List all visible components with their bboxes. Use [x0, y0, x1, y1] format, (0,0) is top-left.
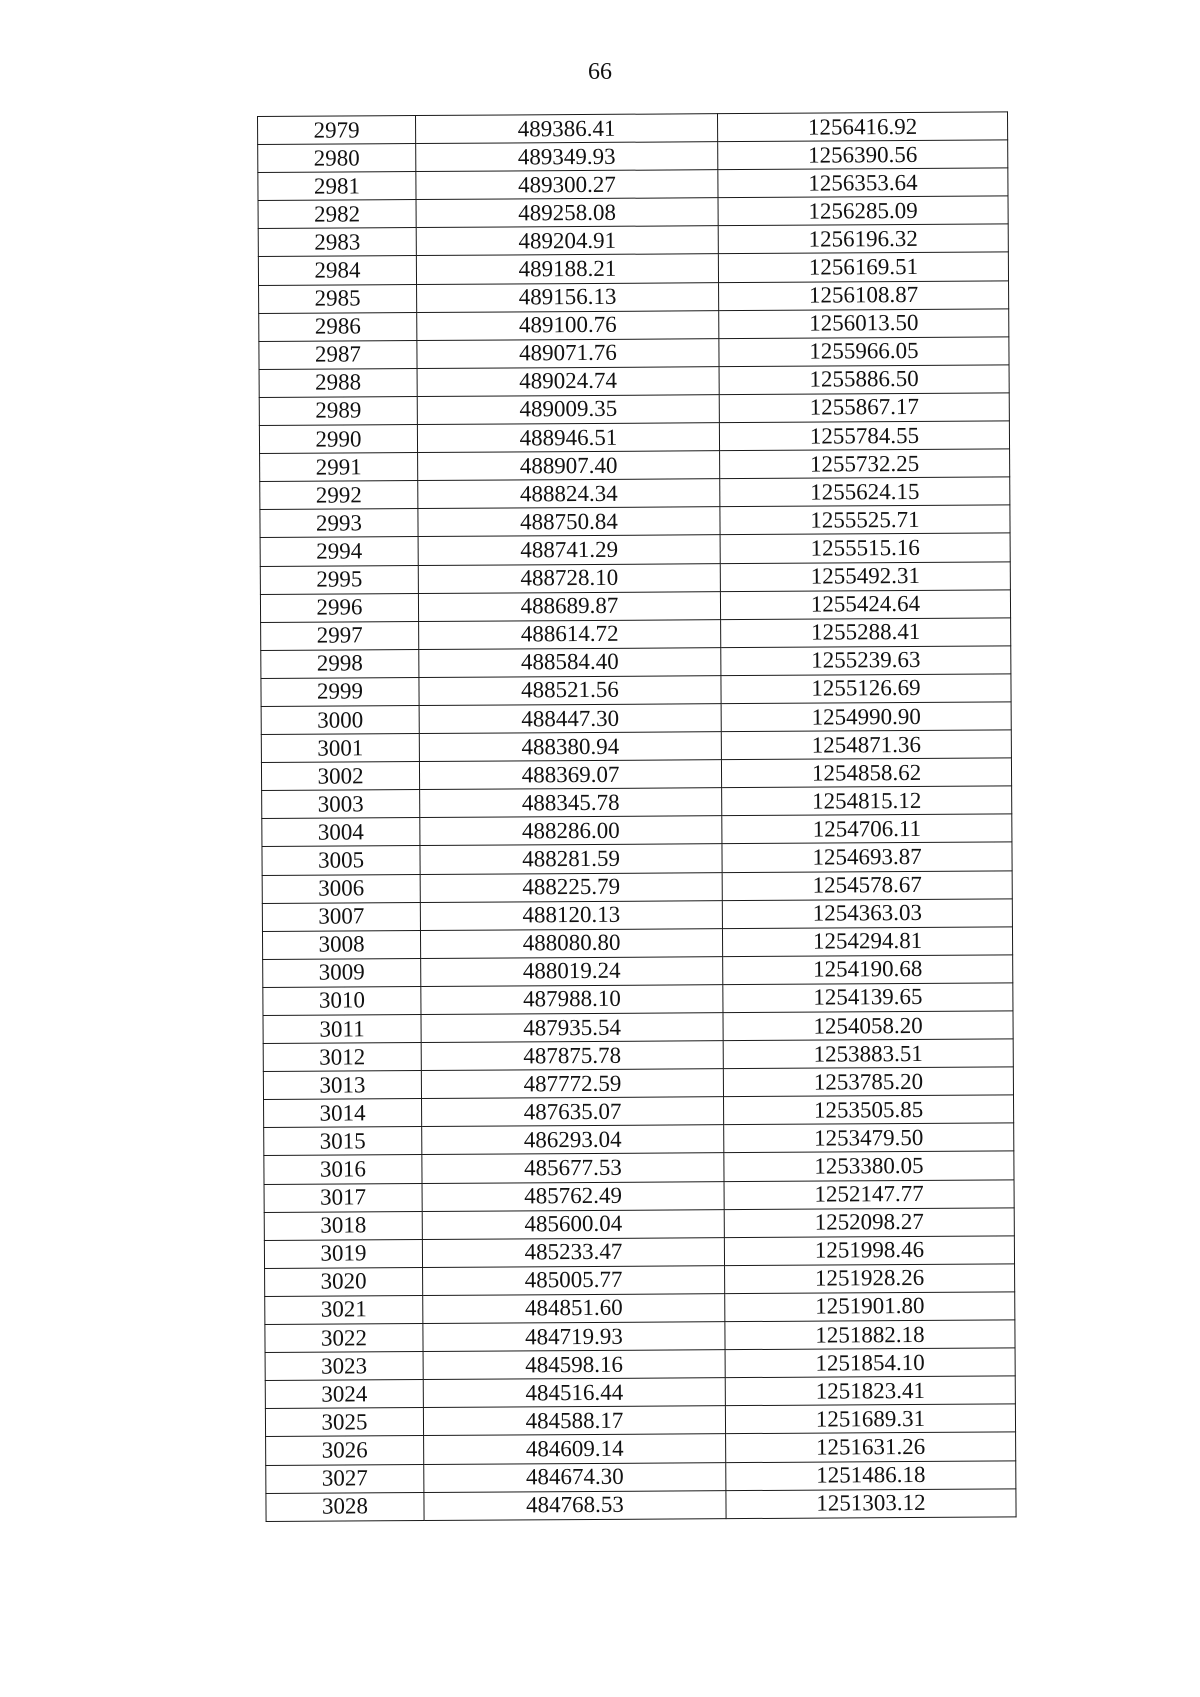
coordinates-table-body	[258, 112, 1017, 1521]
y-coordinate-cell: 1254815.12	[722, 786, 1012, 816]
point-number-cell: 2997	[261, 621, 419, 650]
y-coordinate-cell: 1254858.62	[721, 758, 1011, 788]
point-number-cell: 3012	[263, 1043, 421, 1072]
y-coordinate-cell: 1256285.09	[718, 196, 1008, 226]
point-number-cell: 3018	[264, 1211, 422, 1240]
y-coordinate-cell: 1253479.50	[724, 1123, 1014, 1153]
x-coordinate-cell: 488741.29	[418, 535, 720, 565]
point-number-cell: 3022	[265, 1324, 423, 1353]
x-coordinate-cell: 489188.21	[416, 254, 718, 284]
x-coordinate-cell: 488286.00	[420, 816, 722, 846]
x-coordinate-cell: 488728.10	[418, 563, 720, 593]
x-coordinate-cell: 489349.93	[416, 142, 718, 172]
table-row	[261, 758, 1011, 791]
table-row	[264, 1236, 1014, 1269]
point-number-cell: 3006	[262, 874, 420, 903]
x-coordinate-cell: 484516.44	[423, 1378, 725, 1408]
table-row	[261, 674, 1011, 707]
table-row	[263, 1039, 1013, 1072]
y-coordinate-cell: 1253505.85	[724, 1095, 1014, 1125]
x-coordinate-cell: 485005.77	[423, 1266, 725, 1296]
point-number-cell: 3003	[262, 790, 420, 819]
point-number-cell: 3021	[265, 1295, 423, 1324]
x-coordinate-cell: 488080.80	[420, 928, 722, 958]
point-number-cell: 3005	[262, 846, 420, 875]
x-coordinate-cell: 485677.53	[422, 1153, 724, 1183]
x-coordinate-cell: 489024.74	[417, 367, 719, 397]
point-number-cell: 2988	[259, 368, 417, 397]
table-row	[266, 1460, 1016, 1493]
x-coordinate-cell: 489009.35	[417, 395, 719, 425]
table-row	[259, 309, 1009, 342]
x-coordinate-cell: 488689.87	[418, 591, 720, 621]
x-coordinate-cell: 488281.59	[420, 844, 722, 874]
x-coordinate-cell: 484719.93	[423, 1322, 725, 1352]
point-number-cell: 3024	[265, 1380, 423, 1409]
y-coordinate-cell: 1252098.27	[724, 1208, 1014, 1238]
y-coordinate-cell: 1254363.03	[722, 899, 1012, 929]
table-row	[262, 870, 1012, 903]
point-number-cell: 3008	[262, 930, 420, 959]
point-number-cell: 2999	[261, 677, 419, 706]
point-number-cell: 3027	[266, 1464, 424, 1493]
point-number-cell: 3016	[264, 1155, 422, 1184]
x-coordinate-cell: 488380.94	[419, 732, 721, 762]
x-coordinate-cell: 488369.07	[419, 760, 721, 790]
point-number-cell: 2982	[258, 200, 416, 229]
table-row	[259, 421, 1009, 454]
x-coordinate-cell: 489100.76	[417, 310, 719, 340]
table-row	[262, 786, 1012, 819]
x-coordinate-cell: 488824.34	[418, 479, 720, 509]
table-row	[261, 646, 1011, 679]
table-row	[258, 140, 1008, 173]
table-row	[263, 983, 1013, 1016]
point-number-cell: 3023	[265, 1352, 423, 1381]
y-coordinate-cell: 1256416.92	[717, 112, 1007, 142]
point-number-cell: 2981	[258, 172, 416, 201]
x-coordinate-cell: 489204.91	[416, 226, 718, 256]
y-coordinate-cell: 1256196.32	[718, 224, 1008, 254]
page-number: 66	[588, 59, 612, 85]
x-coordinate-cell: 487772.59	[421, 1069, 723, 1099]
table-row	[264, 1151, 1014, 1184]
y-coordinate-cell: 1255624.15	[720, 477, 1010, 507]
table-row	[259, 393, 1009, 426]
point-number-cell: 3004	[262, 818, 420, 847]
table-row	[260, 533, 1010, 566]
table-row	[258, 224, 1008, 257]
point-number-cell: 2996	[260, 593, 418, 622]
point-number-cell: 3025	[265, 1408, 423, 1437]
y-coordinate-cell: 1255492.31	[720, 561, 1010, 591]
point-number-cell: 3019	[264, 1239, 422, 1268]
x-coordinate-cell: 488225.79	[420, 872, 722, 902]
table-row	[265, 1292, 1015, 1325]
point-number-cell: 3017	[264, 1183, 422, 1212]
table-row	[263, 1011, 1013, 1044]
point-number-cell: 2990	[259, 425, 417, 454]
x-coordinate-cell: 484588.17	[423, 1406, 725, 1436]
y-coordinate-cell: 1251854.10	[725, 1348, 1015, 1378]
x-coordinate-cell: 488019.24	[421, 956, 723, 986]
y-coordinate-cell: 1255126.69	[721, 674, 1011, 704]
table-row	[264, 1123, 1014, 1156]
x-coordinate-cell: 488614.72	[419, 619, 721, 649]
x-coordinate-cell: 487935.54	[421, 1013, 723, 1043]
y-coordinate-cell: 1251998.46	[724, 1236, 1014, 1266]
x-coordinate-cell: 489300.27	[416, 170, 718, 200]
point-number-cell: 2995	[260, 565, 418, 594]
y-coordinate-cell: 1253380.05	[724, 1151, 1014, 1181]
y-coordinate-cell: 1254294.81	[722, 927, 1012, 957]
point-number-cell: 2994	[260, 537, 418, 566]
y-coordinate-cell: 1256108.87	[719, 280, 1009, 310]
point-number-cell: 2998	[261, 649, 419, 678]
table-row	[258, 168, 1008, 201]
table-row	[262, 927, 1012, 960]
y-coordinate-cell: 1255288.41	[721, 618, 1011, 648]
table-row	[266, 1432, 1016, 1465]
y-coordinate-cell: 1254190.68	[723, 955, 1013, 985]
x-coordinate-cell: 484609.14	[424, 1434, 726, 1464]
table-row	[262, 899, 1012, 932]
table-row	[264, 1208, 1014, 1241]
coordinates-table	[257, 111, 1017, 1521]
x-coordinate-cell: 487635.07	[422, 1097, 724, 1127]
x-coordinate-cell: 484674.30	[424, 1462, 726, 1492]
table-row	[258, 112, 1008, 145]
point-number-cell: 3009	[263, 958, 421, 987]
y-coordinate-cell: 1254058.20	[723, 1011, 1013, 1041]
y-coordinate-cell: 1254693.87	[722, 842, 1012, 872]
table-row	[264, 1095, 1014, 1128]
x-coordinate-cell: 489386.41	[416, 114, 718, 144]
table-row	[263, 1067, 1013, 1100]
x-coordinate-cell: 484851.60	[423, 1294, 725, 1324]
table-row	[265, 1320, 1015, 1353]
table-row	[265, 1348, 1015, 1381]
x-coordinate-cell: 484768.53	[424, 1490, 726, 1520]
y-coordinate-cell: 1254706.11	[722, 814, 1012, 844]
y-coordinate-cell: 1251689.31	[725, 1404, 1015, 1434]
x-coordinate-cell: 488120.13	[420, 900, 722, 930]
point-number-cell: 3013	[263, 1071, 421, 1100]
y-coordinate-cell: 1254871.36	[721, 730, 1011, 760]
point-number-cell: 2979	[258, 116, 416, 145]
y-coordinate-cell: 1256353.64	[718, 168, 1008, 198]
point-number-cell: 3011	[263, 1015, 421, 1044]
point-number-cell: 2989	[259, 396, 417, 425]
y-coordinate-cell: 1254578.67	[722, 870, 1012, 900]
table-row	[260, 590, 1010, 623]
table-row	[259, 365, 1009, 398]
y-coordinate-cell: 1255966.05	[719, 337, 1009, 367]
point-number-cell: 3002	[261, 762, 419, 791]
y-coordinate-cell: 1253785.20	[723, 1067, 1013, 1097]
y-coordinate-cell: 1254990.90	[721, 702, 1011, 732]
y-coordinate-cell: 1255515.16	[720, 533, 1010, 563]
table-row	[264, 1179, 1014, 1212]
y-coordinate-cell: 1255784.55	[719, 421, 1009, 451]
x-coordinate-cell: 489156.13	[417, 282, 719, 312]
x-coordinate-cell: 487875.78	[421, 1041, 723, 1071]
x-coordinate-cell: 488946.51	[417, 423, 719, 453]
table-row	[258, 252, 1008, 285]
point-number-cell: 2993	[260, 509, 418, 538]
y-coordinate-cell: 1255867.17	[719, 393, 1009, 423]
point-number-cell: 2984	[258, 256, 416, 285]
point-number-cell: 3007	[262, 902, 420, 931]
y-coordinate-cell: 1251928.26	[725, 1264, 1015, 1294]
point-number-cell: 3028	[266, 1492, 424, 1521]
point-number-cell: 2980	[258, 144, 416, 173]
x-coordinate-cell: 489258.08	[416, 198, 718, 228]
y-coordinate-cell: 1256390.56	[718, 140, 1008, 170]
y-coordinate-cell: 1251631.26	[726, 1432, 1016, 1462]
x-coordinate-cell: 485762.49	[422, 1181, 724, 1211]
table-row	[260, 449, 1010, 482]
table-row	[259, 280, 1009, 313]
table-row	[260, 561, 1010, 594]
x-coordinate-cell: 485600.04	[422, 1209, 724, 1239]
y-coordinate-cell: 1252147.77	[724, 1179, 1014, 1209]
point-number-cell: 3001	[261, 734, 419, 763]
point-number-cell: 2986	[259, 312, 417, 341]
table-row	[260, 505, 1010, 538]
y-coordinate-cell: 1255424.64	[720, 590, 1010, 620]
table-row	[266, 1488, 1016, 1521]
y-coordinate-cell: 1251901.80	[725, 1292, 1015, 1322]
point-number-cell: 2991	[260, 453, 418, 482]
point-number-cell: 2987	[259, 340, 417, 369]
point-number-cell: 3000	[261, 705, 419, 734]
y-coordinate-cell: 1255732.25	[720, 449, 1010, 479]
point-number-cell: 2983	[258, 228, 416, 257]
y-coordinate-cell: 1256169.51	[718, 252, 1008, 282]
y-coordinate-cell: 1251303.12	[726, 1488, 1016, 1518]
table-row	[262, 842, 1012, 875]
x-coordinate-cell: 485233.47	[422, 1237, 724, 1267]
x-coordinate-cell: 488345.78	[420, 788, 722, 818]
table-row	[261, 730, 1011, 763]
point-number-cell: 3015	[264, 1127, 422, 1156]
y-coordinate-cell: 1255239.63	[721, 646, 1011, 676]
x-coordinate-cell: 486293.04	[422, 1125, 724, 1155]
x-coordinate-cell: 487988.10	[421, 985, 723, 1015]
y-coordinate-cell: 1254139.65	[723, 983, 1013, 1013]
x-coordinate-cell: 488907.40	[418, 451, 720, 481]
y-coordinate-cell: 1251823.41	[725, 1376, 1015, 1406]
x-coordinate-cell: 488521.56	[419, 676, 721, 706]
point-number-cell: 3020	[265, 1267, 423, 1296]
y-coordinate-cell: 1255525.71	[720, 505, 1010, 535]
point-number-cell: 2992	[260, 481, 418, 510]
y-coordinate-cell: 1251486.18	[726, 1460, 1016, 1490]
point-number-cell: 3014	[264, 1099, 422, 1128]
table-row	[261, 618, 1011, 651]
y-coordinate-cell: 1251882.18	[725, 1320, 1015, 1350]
y-coordinate-cell: 1253883.51	[723, 1039, 1013, 1069]
point-number-cell: 3010	[263, 986, 421, 1015]
table-row	[259, 337, 1009, 370]
table-row	[265, 1404, 1015, 1437]
table-row	[261, 702, 1011, 735]
x-coordinate-cell: 488750.84	[418, 507, 720, 537]
y-coordinate-cell: 1255886.50	[719, 365, 1009, 395]
x-coordinate-cell: 488447.30	[419, 704, 721, 734]
table-row	[263, 955, 1013, 988]
table-row	[262, 814, 1012, 847]
y-coordinate-cell: 1256013.50	[719, 309, 1009, 339]
table-row	[265, 1264, 1015, 1297]
table-row	[260, 477, 1010, 510]
table-row	[258, 196, 1008, 229]
x-coordinate-cell: 489071.76	[417, 338, 719, 368]
table-row	[265, 1376, 1015, 1409]
point-number-cell: 3026	[266, 1436, 424, 1465]
x-coordinate-cell: 484598.16	[423, 1350, 725, 1380]
x-coordinate-cell: 488584.40	[419, 647, 721, 677]
point-number-cell: 2985	[259, 284, 417, 313]
